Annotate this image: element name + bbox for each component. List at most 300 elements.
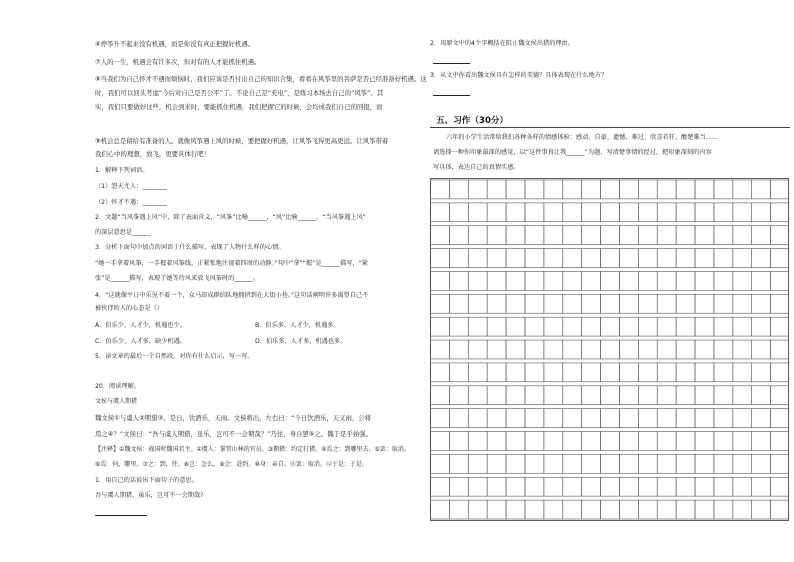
grid-cell (506, 271, 525, 290)
grid-cell (695, 226, 714, 245)
grid-cell (601, 226, 620, 245)
grid-cell (638, 454, 657, 473)
grid-cell (695, 249, 714, 268)
passage-line: ⑧当我们为自己怀才不遇而烦恼时，我们应该是否付出自己的知识合集，看看在风筝里的菩萨是否已经准备好机遇。这 (95, 75, 427, 83)
grid-cell (487, 294, 506, 313)
prompt-line: 写具体，表达自己的真情实感。 (433, 164, 520, 171)
grid-cell (676, 226, 695, 245)
question-2-cont: 的深层意思是______ (95, 229, 151, 236)
grid-cell (657, 317, 676, 336)
grid-cell (449, 477, 468, 496)
question-4-cont: 被伙伴的人的心态是（） (95, 305, 164, 312)
grid-cell (544, 477, 563, 496)
grid-cell (544, 249, 563, 268)
grid-cell (601, 454, 620, 473)
grid-cell (771, 271, 789, 290)
grid-cell (601, 203, 620, 222)
grid-cell (544, 226, 563, 245)
grid-cell (506, 294, 525, 313)
grid-cell (449, 180, 468, 199)
grid-cell (544, 386, 563, 405)
grid-cell (601, 294, 620, 313)
grid-cell (431, 477, 450, 496)
grid-cell (733, 203, 752, 222)
option-b[interactable]: B．伯乐多，人才少，机遇多。 (255, 322, 340, 329)
grid-cell (601, 271, 620, 290)
grid-cell (563, 203, 582, 222)
grid-cell (506, 454, 525, 473)
grid-cell (601, 317, 620, 336)
grid-cell (582, 271, 601, 290)
grid-cell (525, 226, 544, 245)
grid-cell (657, 203, 676, 222)
grid-cell (676, 271, 695, 290)
grid-cell (468, 363, 487, 382)
grid-cell (619, 500, 638, 519)
grid-cell (714, 294, 733, 313)
grid-cell (657, 500, 676, 519)
question-sentence: 吾与虞人期猎，虽乐，岂可不一会期哉? (95, 492, 204, 499)
grid-cell (563, 226, 582, 245)
question-1-1: （1）怨天尤人：________ (95, 183, 167, 190)
grid-cell (771, 432, 789, 451)
grid-cell (695, 409, 714, 428)
grid-cell (563, 249, 582, 268)
passage-line: ⑥停筝升不起来没有机遇，而是你没有真正把握好机遇。 (95, 40, 255, 48)
grid-cell (525, 317, 544, 336)
passage-line: 我们心中的理想，放飞，更要具体行吧！ (95, 150, 211, 158)
grid-cell (506, 226, 525, 245)
grid-cell (752, 454, 771, 473)
grid-cell (468, 340, 487, 359)
grid-cell (771, 386, 789, 405)
grid-cell (714, 271, 733, 290)
grid-cell (638, 363, 657, 382)
grid-cell (657, 363, 676, 382)
grid-cell (563, 432, 582, 451)
grid-cell (468, 500, 487, 519)
grid-cell (695, 317, 714, 336)
grid-cell (676, 249, 695, 268)
annotation-line: 【注释】①魏文侯：战国时魏国君主。②虞人：掌管山林的官员。③期猎：约定打猎。④焉之：到哪里去。⑤罢：取消。 (95, 446, 410, 453)
grid-cell (638, 249, 657, 268)
grid-cell (487, 409, 506, 428)
grid-cell (676, 340, 695, 359)
grid-cell (431, 226, 450, 245)
grid-cell (657, 271, 676, 290)
grid-cell (771, 317, 789, 336)
grid-cell (619, 180, 638, 199)
grid-cell (431, 363, 450, 382)
grid-cell (468, 180, 487, 199)
grid-cell (468, 477, 487, 496)
grid-cell (601, 340, 620, 359)
grid-cell (449, 500, 468, 519)
grid-cell (619, 203, 638, 222)
grid-cell (714, 249, 733, 268)
section-divider (430, 127, 790, 128)
grid-cell (601, 249, 620, 268)
grid-cell (506, 249, 525, 268)
grid-cell (487, 340, 506, 359)
grid-cell (657, 226, 676, 245)
grid-cell (563, 363, 582, 382)
question-r3: 3．从文中你看出魏文侯具有怎样的美德？具体表现在什么地方？ (430, 72, 608, 79)
grid-cell (525, 386, 544, 405)
grid-cell (638, 340, 657, 359)
grid-cell (563, 386, 582, 405)
grid-cell (449, 454, 468, 473)
grid-cell (752, 317, 771, 336)
grid-cell (638, 500, 657, 519)
grid-cell (752, 203, 771, 222)
grid-cell (563, 500, 582, 519)
grid-cell (506, 500, 525, 519)
grid-cell (582, 363, 601, 382)
grid-cell (582, 249, 601, 268)
grid-cell (563, 340, 582, 359)
grid-cell (752, 500, 771, 519)
grid-cell (771, 477, 789, 496)
grid-cell (638, 226, 657, 245)
grid-cell (695, 454, 714, 473)
grid-cell (752, 432, 771, 451)
grid-cell (582, 432, 601, 451)
grid-cell (752, 226, 771, 245)
grid-cell (695, 340, 714, 359)
grid-cell (563, 317, 582, 336)
grid-cell (582, 409, 601, 428)
passage-line: ⑦人的一生，机遇会有许多次，但对有的人才能抓住机遇。 (95, 58, 261, 66)
grid-cell (601, 363, 620, 382)
grid-cell (544, 271, 563, 290)
grid-cell (714, 317, 733, 336)
grid-cell (582, 386, 601, 405)
passage-line: ⑨机会总是留给有准备的人。就像风筝遇上风的时候，要把握好机遇，让风筝飞得更高更远。让风筝带着 (95, 137, 389, 145)
grid-cell (638, 271, 657, 290)
grid-cell (601, 500, 620, 519)
grid-cell (487, 180, 506, 199)
grid-cell (544, 294, 563, 313)
prompt-line: 请选择一种你印象最深的感觉，以“这件事真让我______”为题，写清楚事情的经过，把印象深刻的内容 (433, 149, 712, 156)
grid-cell (468, 317, 487, 336)
grid-cell (525, 477, 544, 496)
grid-cell (752, 340, 771, 359)
grid-cell (676, 477, 695, 496)
grid-cell (619, 249, 638, 268)
grid-cell (487, 500, 506, 519)
grid-cell (525, 500, 544, 519)
grid-cell (752, 271, 771, 290)
grid-cell (506, 340, 525, 359)
grid-cell (714, 454, 733, 473)
grid-cell (563, 271, 582, 290)
grid-cell (619, 317, 638, 336)
option-d[interactable]: D．伯乐多，人才多，机遇也多。 (255, 338, 347, 345)
grid-cell (752, 363, 771, 382)
grid-cell (695, 477, 714, 496)
grid-cell (487, 203, 506, 222)
grid-cell (582, 294, 601, 313)
grid-cell (431, 271, 450, 290)
option-a[interactable]: A．伯乐少，人才少，机遇也少。 (95, 322, 186, 329)
grid-border (431, 179, 789, 521)
grid-cell (733, 363, 752, 382)
grid-cell (449, 409, 468, 428)
grid-cell (676, 432, 695, 451)
grid-cell (449, 294, 468, 313)
grid-cell (431, 454, 450, 473)
grid-cell (506, 477, 525, 496)
grid-cell (449, 249, 468, 268)
grid-cell (582, 454, 601, 473)
grid-cell (525, 409, 544, 428)
grid-cell (601, 386, 620, 405)
grid-cell (638, 409, 657, 428)
grid-cell (752, 477, 771, 496)
grid-cell (544, 363, 563, 382)
grid-cell (525, 271, 544, 290)
section-title: 五、习作（30分） (436, 116, 509, 126)
grid-cell (771, 363, 789, 382)
grid-cell (771, 409, 789, 428)
grid-cell (657, 294, 676, 313)
grid-cell (714, 432, 733, 451)
grid-cell (601, 477, 620, 496)
answer-line[interactable] (433, 95, 470, 96)
question-4: 4．“这就像平日中乐见不着一个，众马却成群结队地拥挤到在大街小巷。”这句话阐明许多渴望自己不 (95, 292, 369, 299)
grid-cell (431, 500, 450, 519)
grid-cell (676, 180, 695, 199)
grid-cell (714, 386, 733, 405)
option-c[interactable]: C．伯乐少，人才多，缺少机遇。 (95, 338, 186, 345)
grid-cell (431, 409, 450, 428)
grid-cell (657, 454, 676, 473)
grid-cell (714, 226, 733, 245)
grid-cell (431, 317, 450, 336)
grid-cell (468, 249, 487, 268)
grid-cell (752, 180, 771, 199)
question-3: 3．分析下面句中加点的词语于什么描写，表现了人物什么样的心情。 (95, 244, 285, 251)
grid-cell (525, 180, 544, 199)
grid-cell (449, 317, 468, 336)
passage-line: 时，我们可以回头考虑“今后对自己是否公平”了。不论自己是“充电”，是练习本场去自己的“风筝”。其 (95, 89, 384, 97)
grid-cell (582, 180, 601, 199)
grid-cell (431, 180, 450, 199)
grid-cell (771, 454, 789, 473)
grid-cell (544, 317, 563, 336)
grid-cell (582, 340, 601, 359)
grid-cell (752, 409, 771, 428)
grid-cell (487, 477, 506, 496)
grid-cell (487, 386, 506, 405)
grid-cell (468, 203, 487, 222)
grid-cell (619, 363, 638, 382)
grid-cell (733, 500, 752, 519)
grid-cell (544, 180, 563, 199)
grid-cell (525, 249, 544, 268)
grid-cell (733, 317, 752, 336)
grid-cell (752, 386, 771, 405)
grid-cell (714, 180, 733, 199)
grid-cell (449, 386, 468, 405)
grid-cell (487, 454, 506, 473)
question-1-2: （2）怀才不遇：________ (95, 199, 167, 206)
writing-grid[interactable] (430, 178, 789, 521)
grid-cell (752, 294, 771, 313)
grid-cell (487, 249, 506, 268)
grid-cell (695, 294, 714, 313)
grid-cell (676, 500, 695, 519)
grid-cell (544, 340, 563, 359)
grid-cell (733, 386, 752, 405)
grid-cell (714, 203, 733, 222)
question-translate: 1．用自己的话说出下面句子的意思。 (95, 477, 198, 484)
grid-cell (676, 363, 695, 382)
grid-cell (525, 294, 544, 313)
grid-cell (638, 294, 657, 313)
grid-cell (487, 271, 506, 290)
grid-cell (563, 454, 582, 473)
question-1: 1．解释下列词语。 (95, 167, 149, 174)
grid-cell (771, 500, 789, 519)
question-3-line: “她一手拿着风筝，一手握着风筝线，正紧张地注视着四周的动静。”句中“拿”“握”是______描写，“紧 (95, 260, 369, 267)
grid-cell (714, 409, 733, 428)
grid-cell (695, 180, 714, 199)
grid-cell (771, 226, 789, 245)
grid-cell (582, 500, 601, 519)
grid-cell (733, 409, 752, 428)
grid-cell (544, 500, 563, 519)
grid-cell (487, 363, 506, 382)
grid-cell (638, 203, 657, 222)
grid-cell (733, 477, 752, 496)
grid-cell (431, 432, 450, 451)
grid-cell (468, 386, 487, 405)
grid-cell (733, 432, 752, 451)
grid-cell (506, 386, 525, 405)
grid-cell (657, 249, 676, 268)
grid-cell (431, 340, 450, 359)
grid-cell (695, 500, 714, 519)
grid-cell (695, 432, 714, 451)
grid-cell (487, 226, 506, 245)
grid-cell (468, 454, 487, 473)
grid-cell (582, 226, 601, 245)
grid-cell (638, 386, 657, 405)
grid-cell (619, 294, 638, 313)
grid-cell (676, 317, 695, 336)
grid-cell (487, 317, 506, 336)
grid-cell (771, 180, 789, 199)
grid-cell (676, 454, 695, 473)
grid-cell (619, 386, 638, 405)
grid-cell (733, 454, 752, 473)
grid-cell (619, 271, 638, 290)
grid-cell (506, 409, 525, 428)
grid-cell (468, 432, 487, 451)
grid-cell (771, 249, 789, 268)
question-r2: 2．用原文中的4个字概括在阻止魏文侯出猎的理由。 (430, 40, 574, 47)
grid-cell (657, 432, 676, 451)
grid-cell (714, 500, 733, 519)
grid-cell (695, 363, 714, 382)
grid-cell (733, 340, 752, 359)
grid-cell (525, 432, 544, 451)
grid-cell (657, 180, 676, 199)
grid-cell (449, 340, 468, 359)
grid-cell (638, 432, 657, 451)
grid-cell (676, 409, 695, 428)
grid-cell (431, 249, 450, 268)
answer-line[interactable] (433, 63, 470, 64)
grid-cell (449, 271, 468, 290)
classical-line: 焉之④？”文侯曰：“吾与虞人期猎，虽乐，岂可不一会期哉？”乃往，身自罢⑤之。魏于是乎始强。 (95, 430, 373, 438)
grid-cell (619, 432, 638, 451)
grid-cell (449, 226, 468, 245)
grid-cell (563, 477, 582, 496)
grid-cell (752, 249, 771, 268)
grid-cell (733, 180, 752, 199)
grid-cell (619, 409, 638, 428)
grid-cell (431, 203, 450, 222)
grid-cell (449, 363, 468, 382)
grid-cell (431, 386, 450, 405)
grid-cell (676, 294, 695, 313)
grid-cell (733, 271, 752, 290)
grid-cell (601, 180, 620, 199)
grid-cell (544, 432, 563, 451)
grid-cell (563, 409, 582, 428)
grid-cell (601, 409, 620, 428)
grid-cell (449, 432, 468, 451)
grid-cell (468, 271, 487, 290)
grid-cell (676, 386, 695, 405)
question-2: 2．文题“当风筝遇上风”中，除了表面含义，“风筝”比喻______，“风”比喻______，“当风筝遇上风” (95, 214, 366, 221)
passage-line: 实，我们只要做好这些，机会到来时，要能抓住机遇，我们把握它的时候，会均成我们自己的回报，而 (95, 103, 383, 111)
grid-cell (695, 386, 714, 405)
grid-cell (431, 294, 450, 313)
grid-cell (506, 180, 525, 199)
grid-cell (525, 454, 544, 473)
grid-cell (468, 294, 487, 313)
grid-cell (619, 340, 638, 359)
grid-cell (544, 454, 563, 473)
grid-cell (676, 203, 695, 222)
grid-cell (506, 363, 525, 382)
grid-cell (771, 294, 789, 313)
annotation-line: ⑥焉：何，哪里。⑦之：到，往。⑧岂：怎么。⑨会：赴约。⑩身：亲自。⑪罢：取消。⑫于是：于是。 (95, 461, 368, 468)
grid-cell (487, 432, 506, 451)
grid-cell (544, 203, 563, 222)
grid-cell (733, 294, 752, 313)
question-3-cont: 张”是______描写，表现了她等待风来放飞风筝时的______。 (95, 275, 260, 282)
grid-cell (695, 271, 714, 290)
grid-cell (525, 203, 544, 222)
grid-cell (733, 249, 752, 268)
grid-cell (695, 203, 714, 222)
grid-cell (582, 477, 601, 496)
classical-line: 魏文侯①与虞人②期猎③。是日，饮酒乐，天雨。文侯将出，左右曰：“今日饮酒乐，天又雨，公将 (95, 414, 372, 422)
grid-cell (506, 317, 525, 336)
grid-cell (733, 226, 752, 245)
grid-cell (714, 363, 733, 382)
grid-cell (771, 340, 789, 359)
grid-cell (468, 226, 487, 245)
answer-line[interactable] (95, 515, 147, 516)
classical-title: 文侯与虞人期猎 (95, 398, 138, 405)
grid-cell (638, 477, 657, 496)
